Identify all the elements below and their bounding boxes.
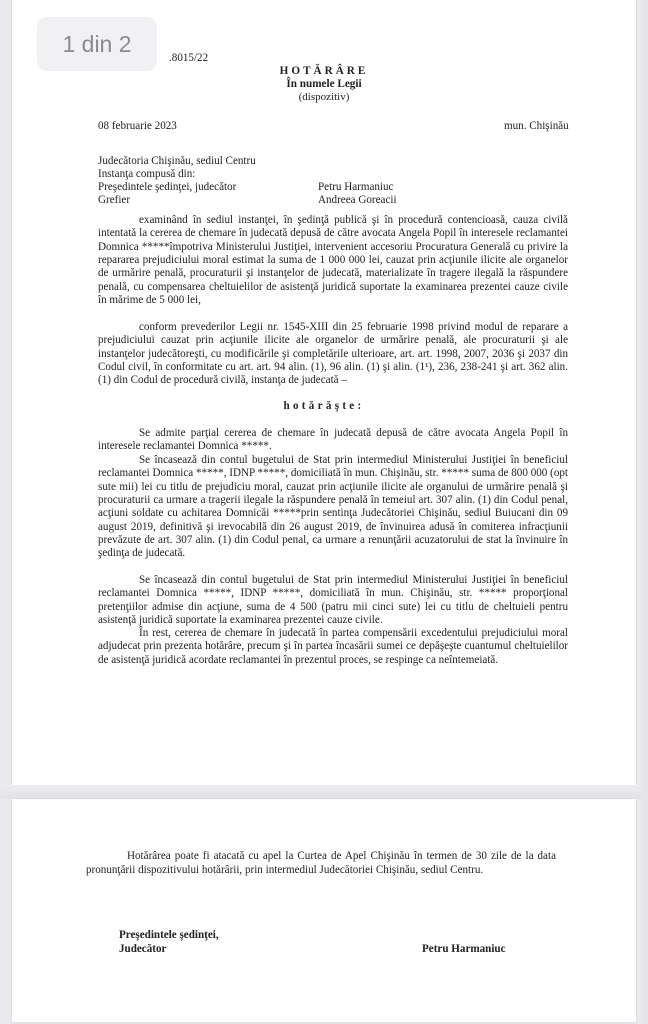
case-number: .8015/22 xyxy=(169,52,209,64)
intro-paragraph: examinând în sediul instanţei, în şedinţă publică şi în procedură contencioasă, cauza civilă intentată la cererea de chemare în judecată depusă de către avocata Angela Popil în interesele reclamantei Domnica *****împotriva Ministerului Justiţiei, intervenient accesoriu Procuratura Generală cu privire la repararea prejudiciului moral estimat la suma de 1 000 000 lei, cauzat prin acţiunile ilicite ale organelor de urmărire penală, procuraturii şi instanţelor de judecată, materializate în tragere ilegală la răspundere penală, cu compensarea cheltuielilor de asistenţă juridică suportate la examinarea prezentei cauze civile în mărime de 5 000 lei, xyxy=(98,214,568,307)
ruling-paragraph: Se admite parţial cererea de chemare în judecată depusă de către avocata Angela Popil în interesele reclamantei Domnica *****. xyxy=(98,427,568,453)
clerk-name: Andreea Goreacii xyxy=(318,194,397,206)
document-page-2 xyxy=(12,799,636,1022)
document-subtitle: În numele Legii xyxy=(286,78,362,90)
ruling-paragraph: În rest, cererea de chemare în judecată în partea compensării excedentului prejudiciului moral adjudecat prin prezenta hotărâre, precum şi în partea încasării sumei ce depăşeşte cuantumul cheltuielilor de asistenţă juridică acordate reclamantei în prezentul proces, se respinge ca neîntemeiată. xyxy=(98,627,568,666)
signature-label: Preşedintele şedinţei, xyxy=(119,929,219,941)
intro-paragraph: conform prevederilor Legii nr. 1545-XIII din 25 februarie 1998 privind modul de reparare a prejudiciului cauzat prin acţiunile ilicite ale organelor de urmărire penală, ale procuraturii şi ale instanţelor judecătoreşti, cu modificările şi completările ulterioare, art. art. 1998, 2007, 2036 şi 2037 din Codul civil, în conformitate cu art. art. 94 alin. (1), 96 alin. (1) şi alin. (1¹), 236, 238-241 şi art. 362 alin. (1) din Codul de procedură civilă, instanţa de judecată – xyxy=(98,321,568,387)
document-page-1 xyxy=(12,0,636,785)
scrollbar[interactable] xyxy=(642,0,648,1024)
president-label: Preşedintele şedinţei, judecător xyxy=(98,181,237,193)
document-note: (dispozitiv) xyxy=(298,91,350,103)
signature-title: Judecător xyxy=(119,943,167,955)
document-city: mun. Chişinău xyxy=(504,120,569,132)
composition-label: Instanţa compusă din: xyxy=(98,168,196,180)
page-separator xyxy=(0,785,648,799)
ruling-paragraph: Se încasează din contul bugetului de Stat prin intermediul Ministerului Justiţiei în beneficiul reclamantei Domnica *****, IDNP *****, domiciliată în mun. Chişinău, str. ***** suma de 800 000 (opt sute mii) lei cu titlu de prejudiciu moral, cauzat prin acţiunile ilicite ale organului de urmărire penală şi procuraturii ca urmare a tragerii ilegale la răspundere penală în temeiul art. 307 alin. (1) din Codul penal, acţiuni soldate cu achitarea Domnicăi *****prin sentinţa Judecătoriei Chişinău, sediul Buiucani din 09 august 2019, definitivă şi irevocabilă din 26 august 2019, de învinuirea adusă în comiterea infracţiunii prevăzute de art. 307 alin. (1) din Codul penal, ca urmare a renunţării acuzatorului de stat la învinuire în şedinţa de judecată. xyxy=(98,454,568,560)
document-title: HOTĂRÂRE xyxy=(279,65,369,77)
signature-name: Petru Harmaniuc xyxy=(422,943,506,955)
court-name: Judecătoria Chişinău, sediul Centru xyxy=(98,155,256,167)
ruling-paragraph: Se încasează din contul bugetului de Stat prin intermediul Ministerului Justiţiei în beneficiul reclamantei Domnica *****, IDNP *****, domiciliată în mun. Chişinău, str. ***** proporţional pretenţiilor admise din acţiune, suma de 4 500 (patru mii cinci sute) lei cu titlu de cheltuieli pentru asistenţă juridică suportate la examinarea prezentei cauze civile. xyxy=(98,574,568,627)
document-date: 08 februarie 2023 xyxy=(98,120,177,132)
decides-heading: hotărăşte: xyxy=(283,400,365,412)
clerk-label: Grefier xyxy=(98,194,131,206)
appeal-paragraph: Hotărârea poate fi atacată cu apel la Curtea de Apel Chişinău în termen de 30 zile de la data pronunţării dispozitivului hotărârii, prin intermediul Judecătoriei Chişinău, sediul Centru. xyxy=(86,850,556,876)
president-name: Petru Harmaniuc xyxy=(318,181,394,193)
page-indicator: 1 din 2 xyxy=(37,17,157,71)
